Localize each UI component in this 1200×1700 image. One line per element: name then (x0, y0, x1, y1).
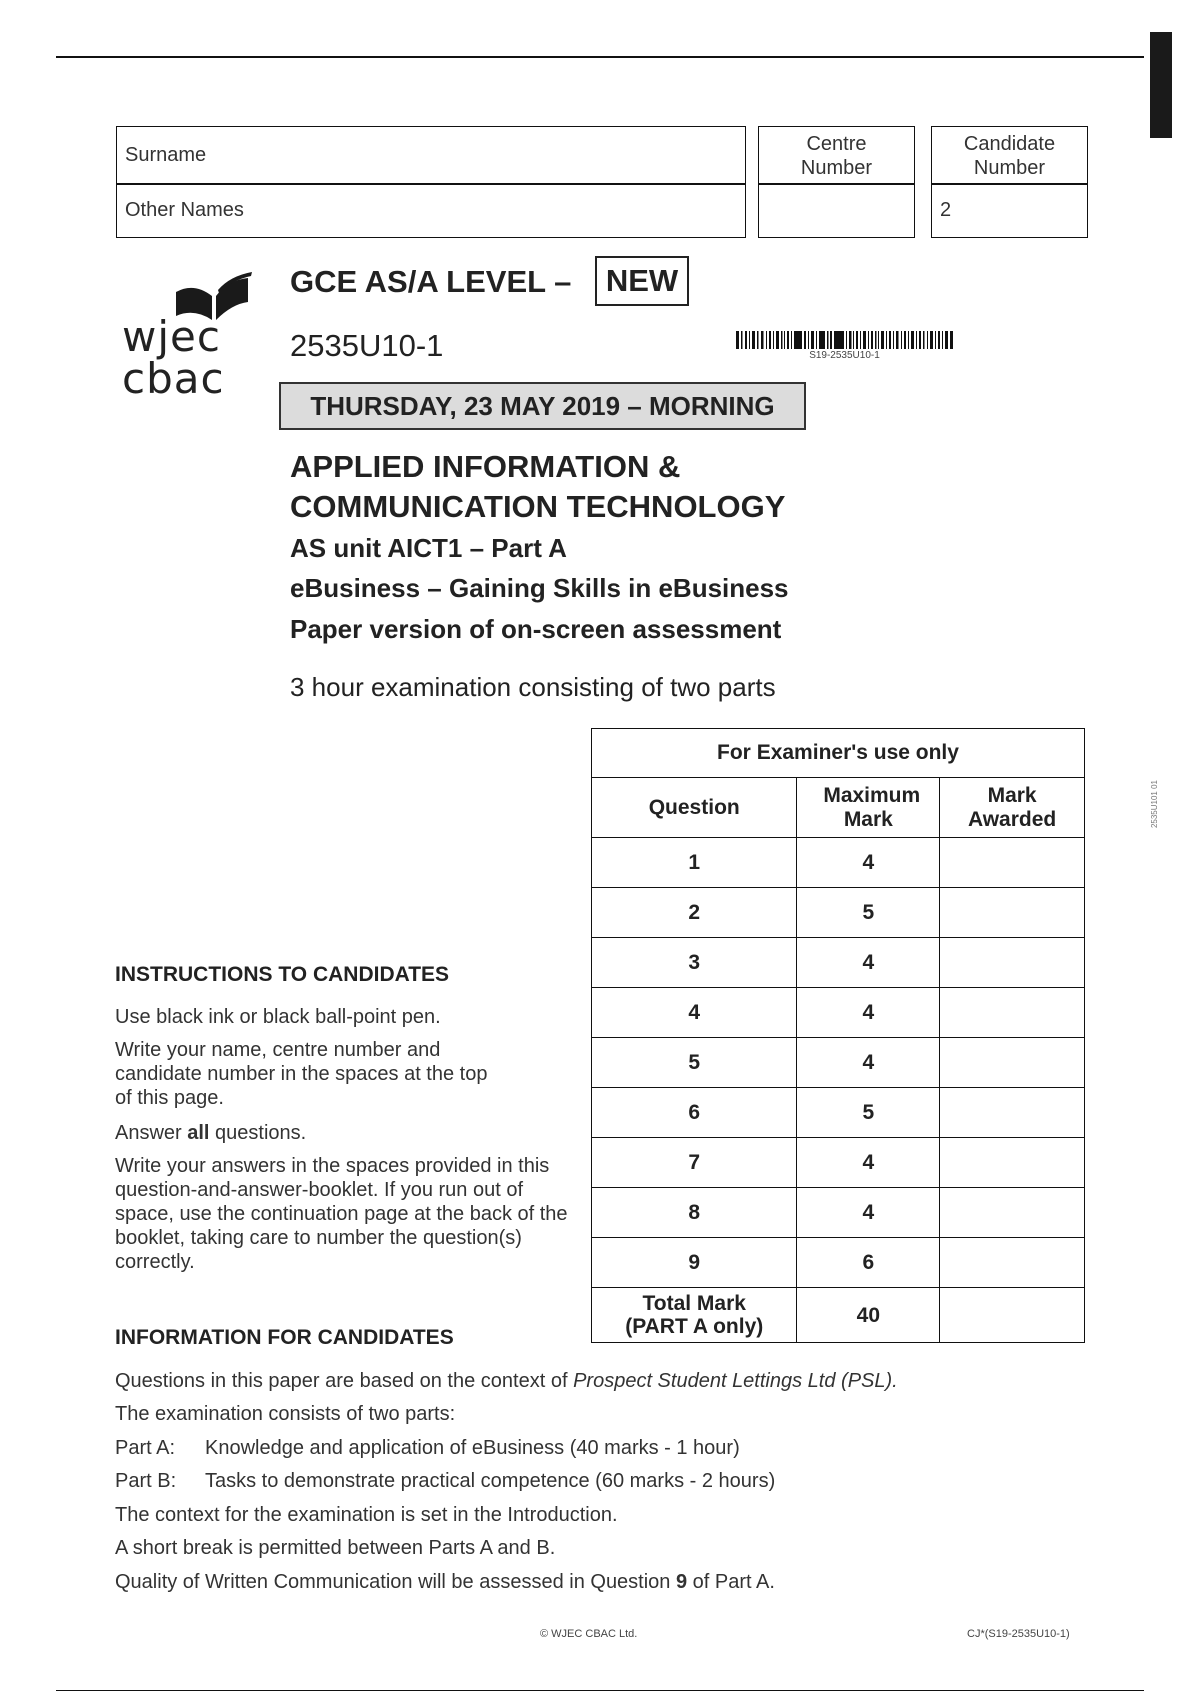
question-number: 9 (592, 1238, 797, 1288)
other-names-label: Other Names (125, 199, 244, 221)
paper-reference: CJ*(S19-2535U10-1) (967, 1628, 1070, 1640)
question-number: 6 (592, 1088, 797, 1138)
table-row (592, 1238, 1085, 1288)
barcode-caption: S19-2535U10-1 (809, 350, 880, 361)
mark-awarded-cell[interactable] (940, 938, 1085, 988)
copyright: © WJEC CBAC Ltd. (540, 1628, 638, 1640)
question-number: 7 (592, 1138, 797, 1188)
mark-awarded-cell[interactable] (940, 988, 1085, 1038)
table-row (592, 938, 1085, 988)
examiner-marks-table (591, 728, 1085, 1343)
candidate-number-field[interactable] (931, 183, 1088, 238)
exam-version: Paper version of on-screen assessment (290, 614, 782, 644)
instruction-item: Write your answers in the spaces provided in this question-and-answer-booklet. If you run out of space, use the continuation page at the back of the booklet, taking care to number the question(s) correctly. (115, 1155, 568, 1273)
max-mark: 4 (797, 1038, 940, 1088)
part-a-label: Part A: (115, 1437, 176, 1459)
part-b-label: Part B: (115, 1470, 177, 1492)
total-max-mark: 40 (797, 1288, 940, 1343)
table-row (592, 1188, 1085, 1238)
mark-awarded-cell[interactable] (940, 888, 1085, 938)
centre-number-label: Centre Number (758, 126, 915, 185)
mark-awarded-cell[interactable] (940, 1088, 1085, 1138)
candidate-number-label: Candidate Number (931, 126, 1088, 185)
side-code: 2535U101 01 (1150, 780, 1159, 829)
question-number: 5 (592, 1038, 797, 1088)
candidate-number-value: 2 (940, 199, 952, 221)
max-mark: 4 (797, 838, 940, 888)
header-maximum-mark: Maximum Mark (797, 778, 940, 838)
logo-line-cbac: cbac (122, 354, 225, 403)
info-context: Questions in this paper are based on the context of Prospect Student Lettings Ltd (PSL). (115, 1370, 898, 1392)
info-break-line: A short break is permitted between Parts A and B. (115, 1537, 556, 1559)
info-context-line: The context for the examination is set in the Introduction. (115, 1504, 618, 1526)
centre-number-field[interactable] (758, 183, 915, 238)
instruction-item: Use black ink or black ball-point pen. (115, 1006, 441, 1028)
new-badge: NEW (595, 256, 689, 306)
table-row (592, 1088, 1085, 1138)
exam-title-line2: COMMUNICATION TECHNOLOGY (290, 489, 786, 524)
logo-line-wjec: wjec (122, 312, 221, 361)
table-row (592, 1138, 1085, 1188)
mark-awarded-cell[interactable] (940, 838, 1085, 888)
info-quality-line: Quality of Written Communication will be assessed in Question 9 of Part A. (115, 1571, 775, 1593)
header-question: Question (592, 778, 797, 838)
exam-title-line1: APPLIED INFORMATION & (290, 449, 681, 484)
table-row (592, 1038, 1085, 1088)
exam-duration: 3 hour examination consisting of two parts (290, 672, 776, 702)
mark-awarded-cell[interactable] (940, 1188, 1085, 1238)
top-rule (56, 56, 1144, 58)
max-mark: 6 (797, 1238, 940, 1288)
total-awarded-cell[interactable] (940, 1288, 1085, 1343)
part-a-desc: Knowledge and application of eBusiness (40 marks - 1 hour) (205, 1437, 740, 1459)
question-number: 3 (592, 938, 797, 988)
header-mark-awarded: Mark Awarded (940, 778, 1085, 838)
table-row (592, 988, 1085, 1038)
max-mark: 4 (797, 988, 940, 1038)
max-mark: 5 (797, 1088, 940, 1138)
exam-unit: AS unit AICT1 – Part A (290, 533, 567, 563)
max-mark: 4 (797, 1188, 940, 1238)
edge-marker (1150, 32, 1172, 138)
max-mark: 4 (797, 1138, 940, 1188)
max-mark: 4 (797, 938, 940, 988)
mark-awarded-cell[interactable] (940, 1238, 1085, 1288)
question-number: 8 (592, 1188, 797, 1238)
information-heading: INFORMATION FOR CANDIDATES (115, 1326, 454, 1349)
exam-subject: eBusiness – Gaining Skills in eBusiness (290, 573, 789, 603)
info-parts-intro: The examination consists of two parts: (115, 1403, 456, 1425)
wjec-logo (122, 272, 252, 402)
total-label: Total Mark (PART A only) (592, 1288, 797, 1343)
surname-field[interactable] (116, 126, 746, 185)
question-number: 1 (592, 838, 797, 888)
paper-code: 2535U10-1 (290, 328, 444, 363)
max-mark: 5 (797, 888, 940, 938)
other-names-field[interactable] (116, 183, 746, 238)
exam-level: GCE AS/A LEVEL – (290, 264, 572, 299)
table-row (592, 838, 1085, 888)
part-b-desc: Tasks to demonstrate practical competence (60 marks - 2 hours) (205, 1470, 776, 1492)
question-number: 4 (592, 988, 797, 1038)
mark-awarded-cell[interactable] (940, 1138, 1085, 1188)
surname-label: Surname (125, 144, 207, 166)
examiner-table-caption: For Examiner's use only (592, 729, 1085, 778)
mark-awarded-cell[interactable] (940, 1038, 1085, 1088)
instruction-item: Write your name, centre number and candidate number in the spaces at the top of this page. (115, 1039, 488, 1109)
exam-date: THURSDAY, 23 MAY 2019 – MORNING (279, 382, 806, 430)
instruction-item: Answer all questions. (115, 1122, 307, 1144)
table-row (592, 888, 1085, 938)
bottom-rule (56, 1690, 1144, 1691)
question-number: 2 (592, 888, 797, 938)
instructions-heading: INSTRUCTIONS TO CANDIDATES (115, 963, 450, 986)
barcode (736, 331, 953, 349)
total-row (592, 1288, 1085, 1343)
